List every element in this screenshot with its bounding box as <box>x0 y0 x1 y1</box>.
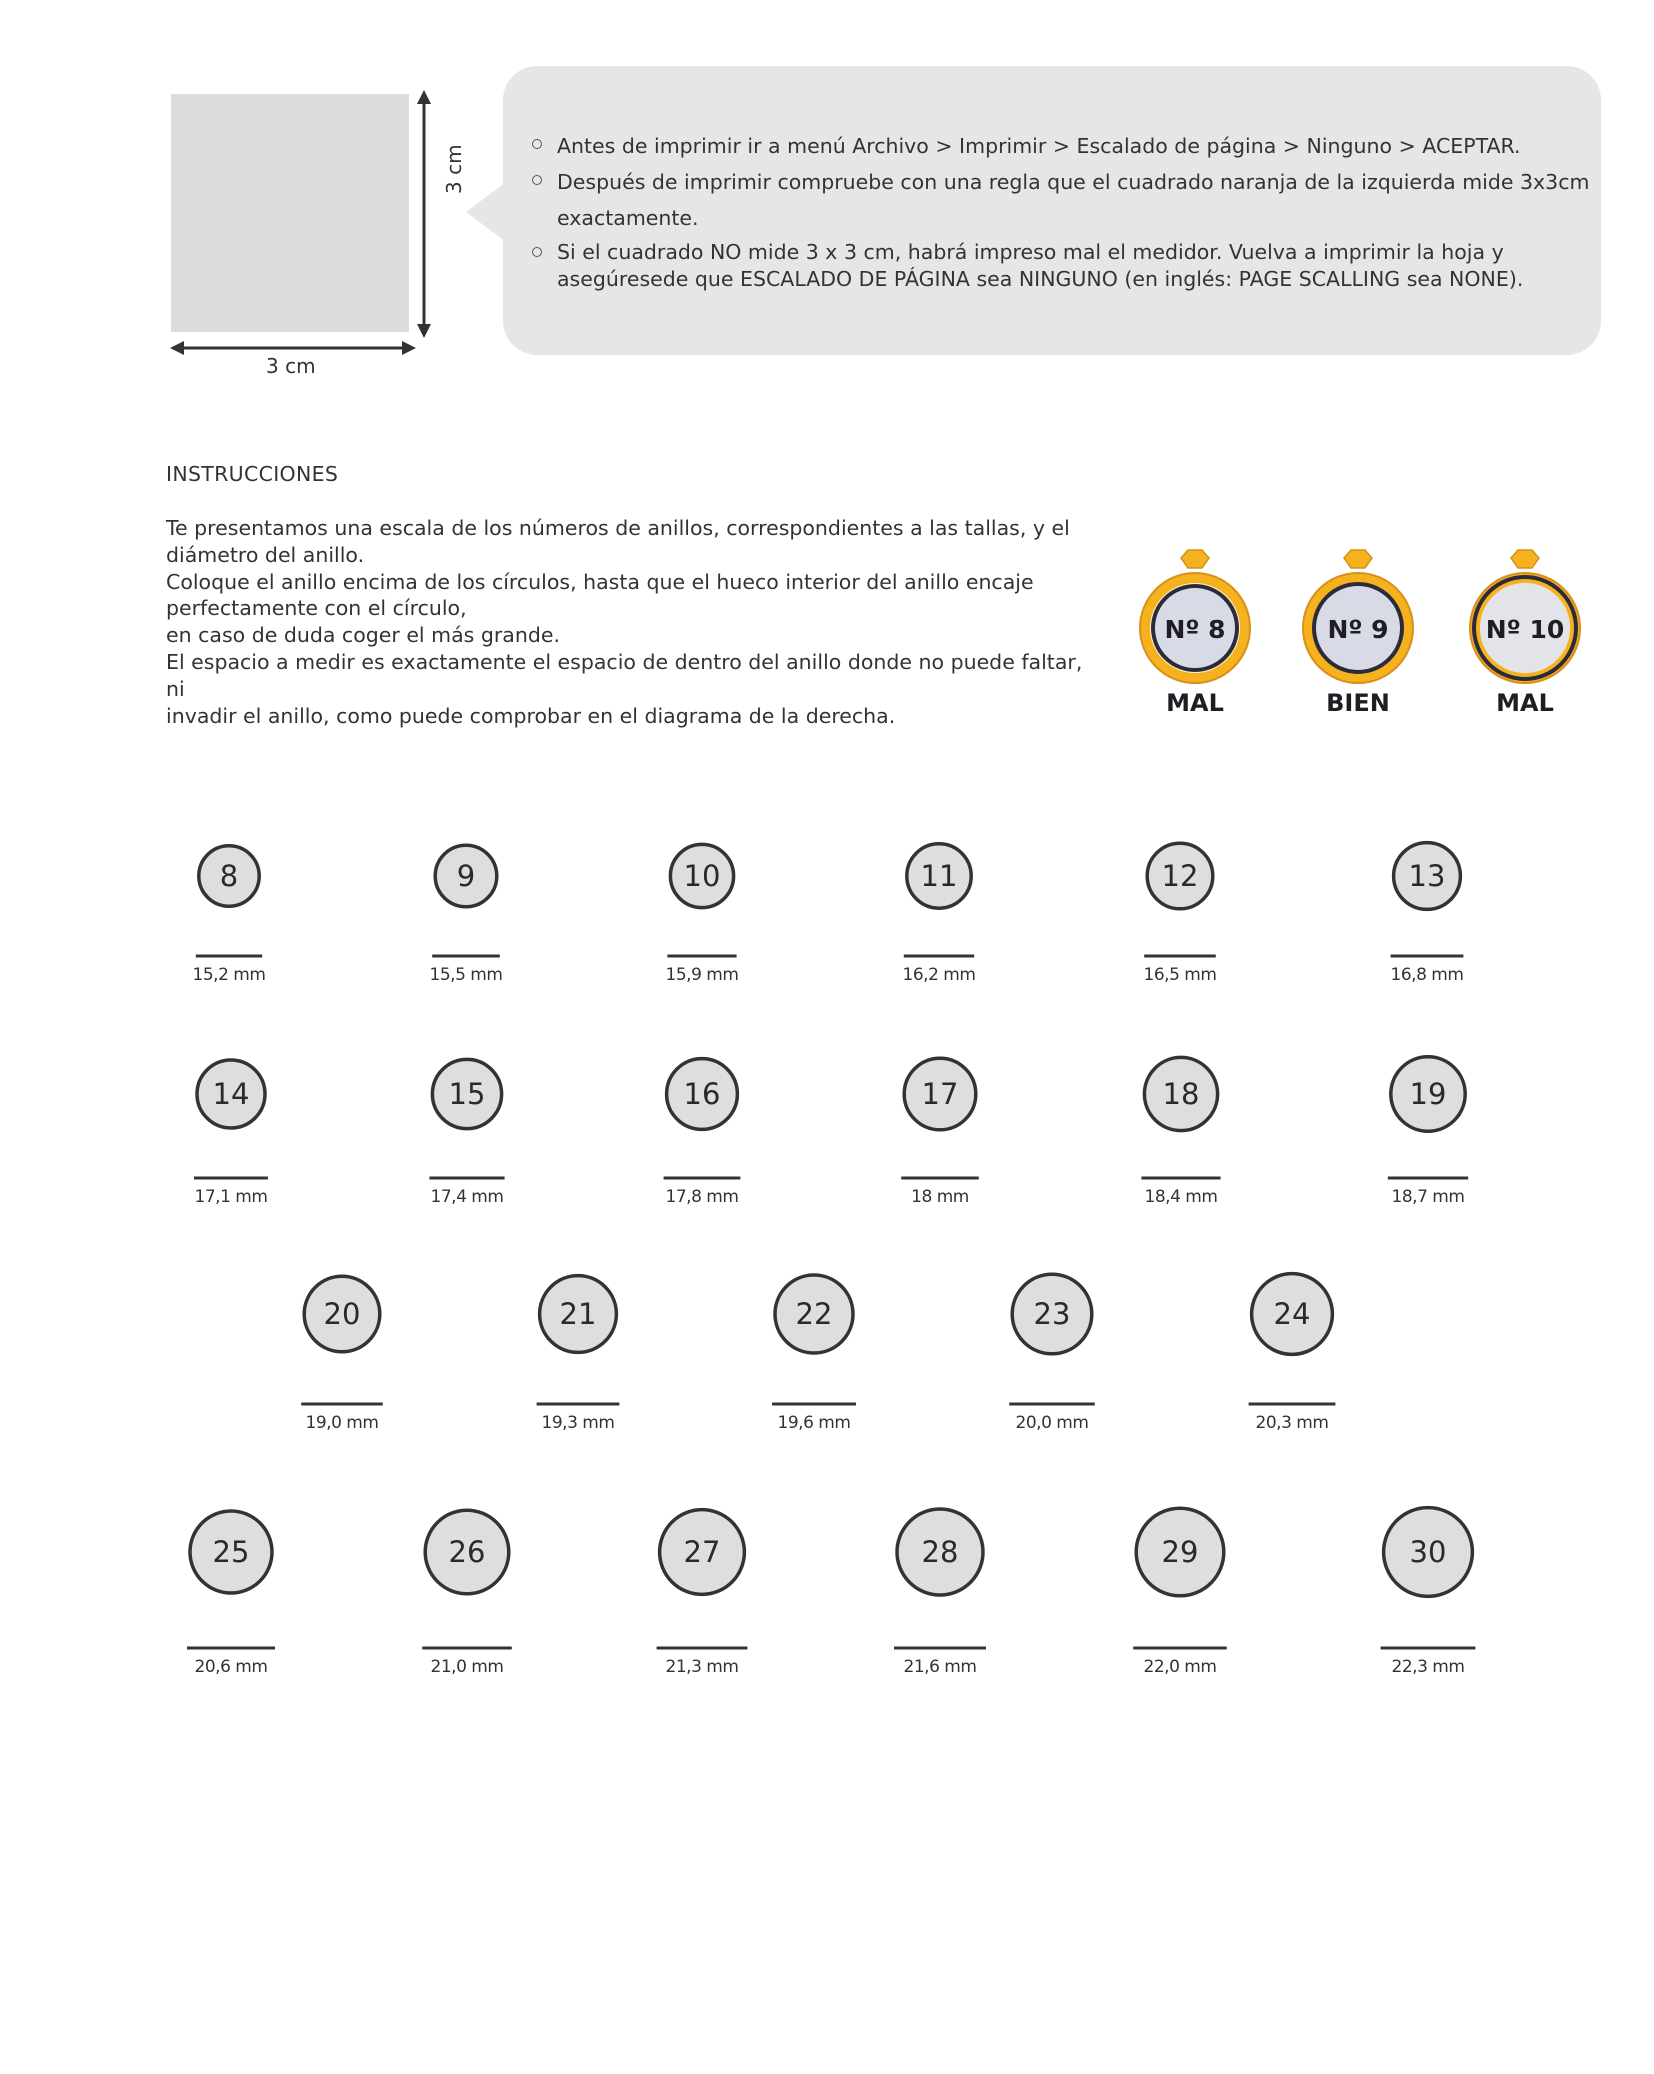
ring-size-item <box>422 1510 512 1677</box>
ring-size-diameter: 22,3 mm <box>1391 1657 1465 1677</box>
fit-example-verdict: MAL <box>1166 689 1224 717</box>
instructions-line: Te presentamos una escala de los números de anillos, correspondientes a las tallas, y el <box>166 516 1070 540</box>
ring-size-item <box>666 844 739 985</box>
ring-size-item <box>537 1276 620 1433</box>
ring-size-diameter: 17,8 mm <box>665 1187 739 1207</box>
ring-size-number: 16 <box>683 1077 721 1111</box>
ring-size-diameter: 19,6 mm <box>777 1413 851 1433</box>
ring-size-item <box>301 1276 383 1433</box>
ring-size-number: 18 <box>1162 1077 1200 1111</box>
ring-size-item <box>901 1058 979 1207</box>
ring-size-item <box>1391 843 1464 985</box>
ring-size-number: 30 <box>1409 1535 1447 1569</box>
fit-example-size: Nº 10 <box>1485 615 1565 644</box>
ring-size-item <box>1381 1508 1476 1677</box>
ring-size-number: 28 <box>921 1535 959 1569</box>
fit-example-size: Nº 8 <box>1164 615 1226 644</box>
instructions-line: diámetro del anillo. <box>166 542 365 567</box>
print-instruction-item: Si el cuadrado NO mide 3 x 3 cm, habrá impreso mal el medidor. Vuelva a imprimir la hoja y asegúresede que ESCALADO DE PÁGINA sea NINGUNO (en inglés: PAGE SCALLING sea NONE). <box>530 236 1590 293</box>
ring-size-item <box>772 1275 856 1433</box>
ring-size-number: 15 <box>448 1077 486 1111</box>
ring-size-diameter: 20,3 mm <box>1255 1413 1329 1433</box>
ring-size-item <box>187 1511 275 1677</box>
ring-size-diameter: 18 mm <box>911 1187 969 1207</box>
ring-size-number: 24 <box>1273 1297 1311 1331</box>
ring-size-number: 17 <box>921 1077 959 1111</box>
ring-size-diameter: 18,7 mm <box>1391 1187 1465 1207</box>
ring-size-item <box>429 1059 504 1207</box>
ring-size-item <box>1249 1274 1336 1433</box>
ring-size-number: 19 <box>1409 1077 1447 1111</box>
ring-size-diameter: 17,1 mm <box>194 1187 268 1207</box>
instructions-line: perfectamente con el círculo, <box>166 596 467 621</box>
ring-size-diameter: 16,8 mm <box>1390 965 1464 985</box>
ring-size-item <box>194 1060 268 1207</box>
print-instruction-item: Después de imprimir compruebe con una regla que el cuadrado naranja de la izquierda mide 3x3cm exactamente. <box>530 164 1590 236</box>
instructions-heading: INSTRUCCIONES <box>166 462 339 486</box>
ring-size-diameter: 15,5 mm <box>429 965 503 985</box>
ring-size-diameter: 21,3 mm <box>665 1657 739 1677</box>
ring-size-number: 23 <box>1033 1297 1071 1331</box>
width-dimension-label: 3 cm <box>266 354 316 378</box>
ring-size-diameter: 19,0 mm <box>305 1413 379 1433</box>
ring-size-item <box>193 846 266 985</box>
ring-size-diameter: 16,2 mm <box>902 965 976 985</box>
ring-size-number: 20 <box>323 1297 361 1331</box>
ring-size-item <box>430 845 503 985</box>
ring-size-item <box>1388 1057 1468 1207</box>
ring-size-number: 25 <box>212 1535 250 1569</box>
ring-size-number: 22 <box>795 1297 833 1331</box>
instructions-line: Coloque el anillo encima de los círculos, hasta que el hueco interior del anillo encaje <box>166 569 1034 594</box>
ring-size-item <box>657 1510 748 1677</box>
height-dimension-label: 3 cm <box>442 144 466 194</box>
fit-example-size: Nº 9 <box>1327 615 1389 644</box>
ring-size-number: 12 <box>1161 859 1199 893</box>
ring-size-number: 26 <box>448 1535 486 1569</box>
fit-example-verdict: BIEN <box>1326 689 1390 717</box>
ring-size-item <box>1133 1508 1227 1677</box>
ring-size-number: 14 <box>212 1077 250 1111</box>
ring-size-item <box>894 1509 986 1677</box>
ring-size-item <box>1144 843 1217 985</box>
ring-size-number: 11 <box>920 859 958 893</box>
ring-size-item <box>903 844 976 985</box>
instructions-line: en caso de duda coger el más grande. <box>166 623 561 648</box>
ring-size-item <box>1141 1057 1220 1207</box>
ring-size-item <box>664 1059 741 1207</box>
ring-size-number: 21 <box>559 1297 597 1331</box>
ring-size-number: 9 <box>456 859 476 893</box>
ring-size-diameter: 17,4 mm <box>430 1187 504 1207</box>
ring-size-diameter: 15,9 mm <box>665 965 739 985</box>
ring-size-diameter: 21,6 mm <box>903 1657 977 1677</box>
ring-size-number: 29 <box>1161 1535 1199 1569</box>
ring-size-diameter: 19,3 mm <box>541 1413 615 1433</box>
ring-size-diameter: 15,2 mm <box>192 965 266 985</box>
instructions-line: El espacio a medir es exactamente el espacio de dentro del anillo donde no puede faltar, ni <box>166 649 1083 701</box>
fit-example-verdict: MAL <box>1496 689 1554 717</box>
ring-size-diameter: 16,5 mm <box>1143 965 1217 985</box>
ring-size-diameter: 20,0 mm <box>1015 1413 1089 1433</box>
ring-size-number: 10 <box>683 859 721 893</box>
ring-size-number: 27 <box>683 1535 721 1569</box>
ring-size-diameter: 18,4 mm <box>1144 1187 1218 1207</box>
ring-size-diameter: 20,6 mm <box>194 1657 268 1677</box>
instructions-line: invadir el anillo, como puede comprobar en el diagrama de la derecha. <box>166 703 896 728</box>
ring-size-diameter: 22,0 mm <box>1143 1657 1217 1677</box>
ring-size-number: 13 <box>1408 859 1446 893</box>
ring-size-diameter: 21,0 mm <box>430 1657 504 1677</box>
ring-size-item <box>1009 1274 1095 1433</box>
print-instruction-item: Antes de imprimir ir a menú Archivo > Imprimir > Escalado de página > Ninguno > ACEPTAR. <box>530 128 1590 164</box>
ring-size-number: 8 <box>219 859 239 893</box>
